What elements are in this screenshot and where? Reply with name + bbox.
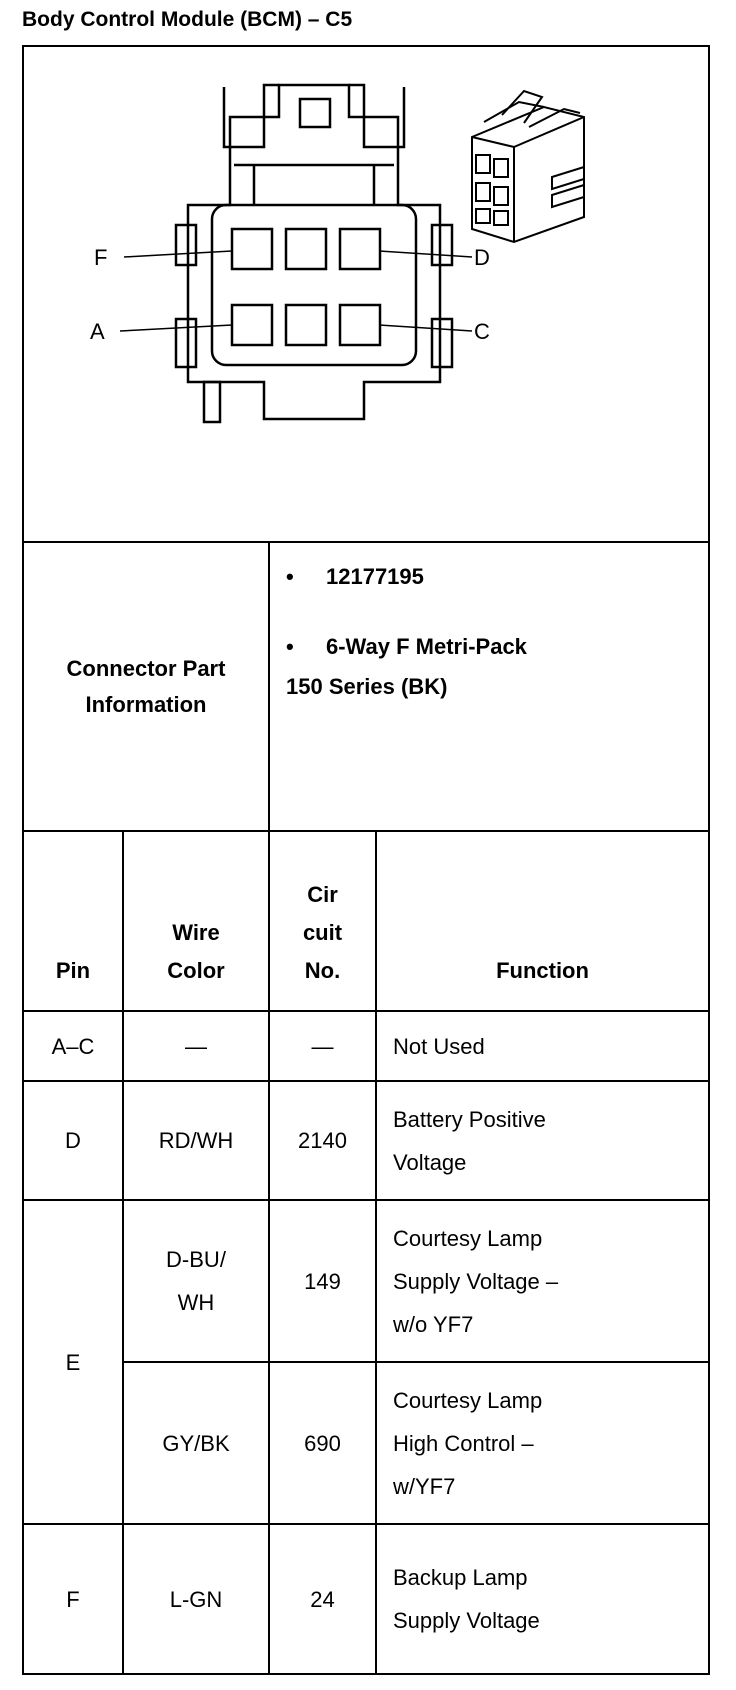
table-row-function: Battery Positive Voltage — [393, 1106, 546, 1175]
part-number: 12177195 — [326, 564, 424, 589]
cavity-d — [340, 229, 380, 269]
table-row-pin: F — [66, 1586, 80, 1612]
table-row-circuit: 2140 — [298, 1128, 347, 1153]
header-pin: Pin — [55, 958, 91, 983]
pin-label-d: D — [474, 245, 490, 270]
part-number-row — [286, 557, 708, 597]
leader-f — [124, 251, 232, 257]
description-row — [286, 627, 708, 667]
cavity-a — [232, 305, 272, 345]
table-row-function: Courtesy Lamp Supply Voltage – w/o YF7 — [393, 1225, 559, 1337]
header-wire-color: Wire Color — [167, 920, 225, 983]
table-row-circuit: 24 — [310, 1586, 335, 1612]
header-circuit-no: Cir cuit No. — [302, 882, 343, 983]
connector-info-label: Connector Part Information — [66, 655, 226, 717]
bullet: • — [286, 634, 294, 659]
page-title: Body Control Module (BCM) – C5 — [22, 8, 353, 31]
table-row-circuit: 149 — [304, 1268, 341, 1294]
table-row-function: Backup Lamp Supply Voltage — [393, 1565, 540, 1633]
table-row-circuit: — — [311, 1033, 334, 1059]
pin-label-a: A — [90, 319, 105, 344]
cavity-e — [286, 229, 326, 269]
table-row-function: Courtesy Lamp High Control – w/YF7 — [393, 1387, 543, 1499]
table-row-pin: D — [65, 1128, 81, 1153]
leader-c — [380, 325, 472, 331]
description-line1: 6-Way F Metri-Pack — [326, 634, 527, 659]
table-row-wire-color: — — [185, 1033, 207, 1059]
description-row-2 — [286, 667, 708, 707]
connector-info-details — [270, 543, 708, 830]
cavity-f — [232, 229, 272, 269]
connector-3d-view — [472, 91, 584, 242]
table-row-pin: A–C — [51, 1033, 95, 1059]
bullet: • — [286, 564, 294, 589]
connector-diagram — [24, 47, 708, 541]
table-row-wire-color: D-BU/ WH — [166, 1247, 226, 1315]
pin-label-c: C — [474, 319, 490, 344]
table-row-pin: E — [65, 1349, 81, 1375]
table-row-wire-color: L-GN — [169, 1586, 223, 1612]
leader-d — [380, 251, 472, 257]
table-row-function: Not Used — [393, 1033, 485, 1059]
table-row-wire-color: RD/WH — [158, 1128, 234, 1153]
header-function: Function — [496, 958, 589, 983]
cavity-c — [340, 305, 380, 345]
table-row-wire-color: GY/BK — [162, 1430, 230, 1456]
table-row-circuit: 690 — [304, 1430, 341, 1456]
description-line2: 150 Series (BK) — [286, 674, 448, 699]
cavity-b — [286, 305, 326, 345]
pin-label-f: F — [94, 245, 108, 270]
